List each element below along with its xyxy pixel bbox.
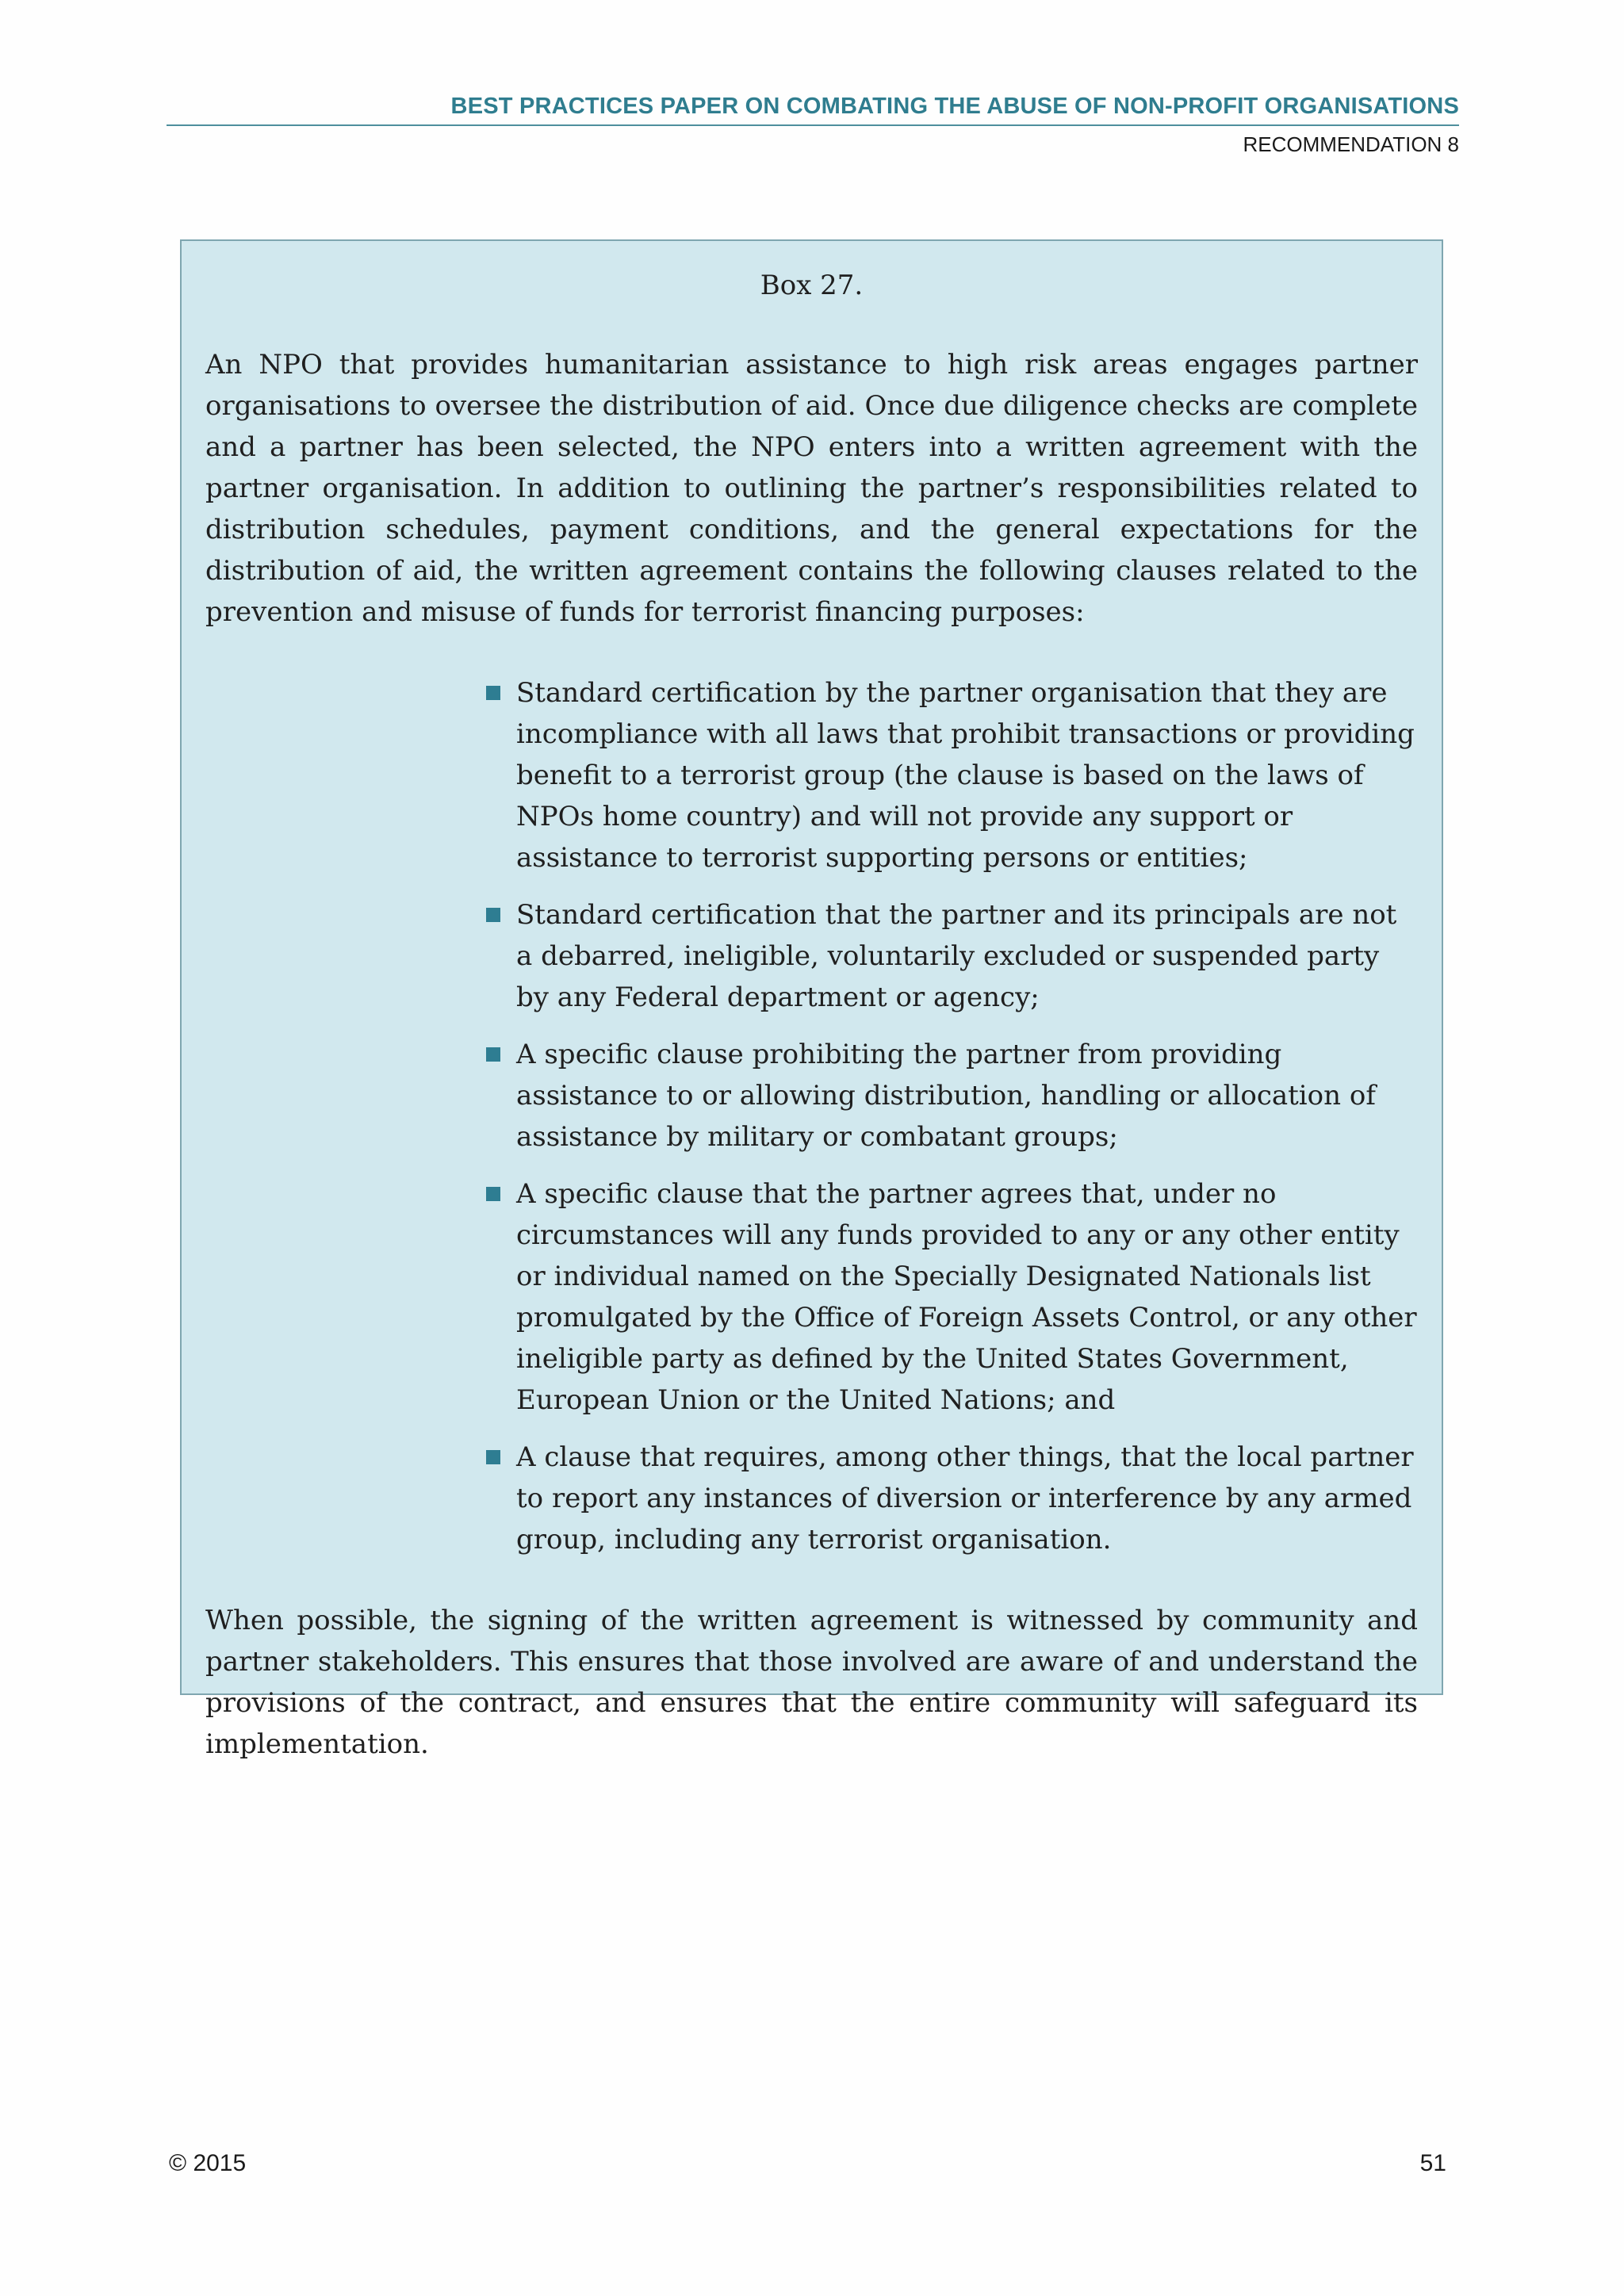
list-item-text: A specific clause that the partner agrees that, under no circumstances will any funds provided to any or any other entity or individual named on the Specially Designated Nationals list promulgated by the Office of Foreign Assets Control, or any other ineligible party as defined by the United States Government, European Union or the United Nations; and <box>516 1178 1417 1416</box>
section-label: RECOMMENDATION 8 <box>1243 132 1459 156</box>
list-item <box>486 1173 1418 1421</box>
list-item-text: Standard certification by the partner organisation that they are incompliance with all laws that prohibit transactions or providing benefit to a terrorist group (the clause is based on the laws of NPOs home country) and will not provide any support or assistance to terrorist supporting persons or entities; <box>516 677 1415 874</box>
list-item <box>486 894 1418 1018</box>
square-bullet-icon <box>486 1187 500 1201</box>
list-item <box>486 1034 1418 1158</box>
copyright-notice: © 2015 <box>169 2150 247 2176</box>
list-item <box>486 672 1418 878</box>
square-bullet-icon <box>486 908 500 922</box>
square-bullet-icon <box>486 686 500 700</box>
box-title: Box 27. <box>760 270 864 301</box>
square-bullet-icon <box>486 1450 500 1464</box>
box-conclusion-paragraph: When possible, the signing of the written agreement is witnessed by community and partner stakeholders. This ensures that those involved are aware of and understand the provisions of the contract, and ensures that the entire community will safeguard its implementation. <box>205 1605 1418 1760</box>
page-number: 51 <box>1419 2150 1446 2176</box>
document-title: BEST PRACTICES PAPER ON COMBATING THE ABUSE OF NON-PROFIT ORGANISATIONS <box>167 94 1459 126</box>
list-item-text: Standard certification that the partner and its principals are not a debarred, ineligible, voluntarily excluded or suspended party by any Federal department or agency; <box>516 899 1397 1013</box>
list-item <box>486 1437 1418 1560</box>
page-header <box>167 94 1459 157</box>
list-item-text: A specific clause prohibiting the partner from providing assistance to or allowing distribution, handling or allocation of assistance by military or combatant groups; <box>516 1039 1376 1153</box>
square-bullet-icon <box>486 1047 500 1062</box>
clause-list <box>486 672 1418 1560</box>
case-study-box <box>180 239 1443 1760</box>
box-intro-paragraph: An NPO that provides humanitarian assistance to high risk areas engages partner organisations to oversee the distribution of aid. Once due diligence checks are complete and a partner has been selected, the NPO enters into a written agreement with the partner organisation. In addition to outlining the partner’s responsibilities related to distribution schedules, payment conditions, and the general expectations for the distribution of aid, the written agreement contains the following clauses related to the prevention and misuse of funds for terrorist financing purposes: <box>205 349 1418 628</box>
list-item-text: A clause that requires, among other things, that the local partner to report any instances of diversion or interference by any armed group, including any terrorist organisation. <box>516 1441 1414 1556</box>
